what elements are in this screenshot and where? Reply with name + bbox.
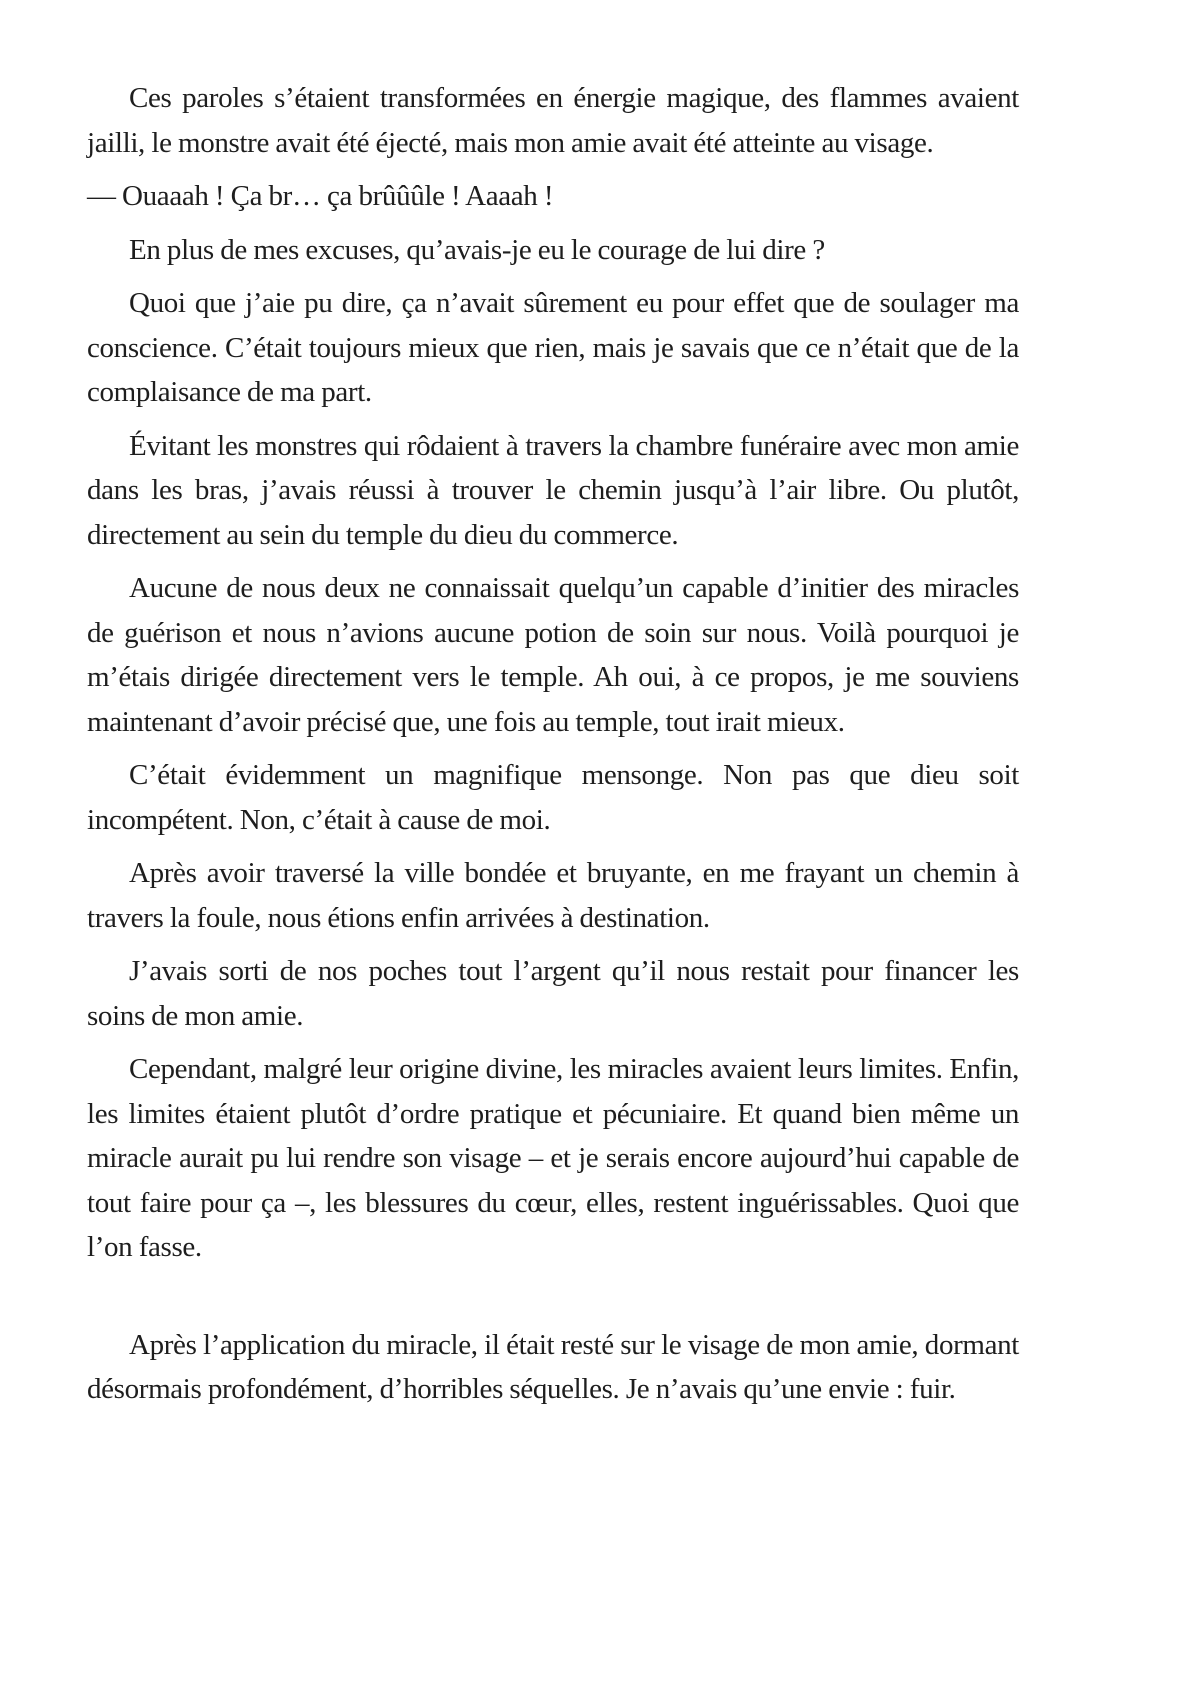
- scene-break: [87, 1279, 1019, 1323]
- paragraph-excuses: En plus de mes excuses, qu’avais-je eu le courage de lui dire ?: [129, 233, 825, 266]
- paragraph-lie: C’était évidemment un magnifique mensonge. Non pas que dieu soit incompétent. Non, c’était à cause de moi.: [87, 759, 1019, 836]
- book-page: [87, 76, 1019, 1421]
- paragraph-healing: Aucune de nous deux ne connaissait quelqu’un capable d’initier des miracles de guérison et nous n’avions aucune potion de soin sur nous. Voilà pourquoi je m’étais dirigée directement vers le temple. Ah oui, à ce propos, je me souviens maintenant d’avoir précisé que, une fois au temple, tout irait mieux.: [87, 572, 1019, 738]
- paragraph-limits: Cependant, malgré leur origine divine, les miracles avaient leurs limites. Enfin, les limites étaient plutôt d’ordre pratique et pécuniaire. Et quand bien même un miracle aurait pu lui rendre son visage – et je serais encore aujourd’hui capable de tout faire pour ça –, les blessures du cœur, elles, restent inguérissables. Quoi que l’on fasse.: [87, 1053, 1019, 1263]
- paragraph-conscience: Quoi que j’aie pu dire, ça n’avait sûrement eu pour effet que de soulager ma conscience. C’était toujours mieux que rien, mais je savais que ce n’était que de la complaisance de ma part.: [87, 287, 1019, 408]
- paragraph-flames: Ces paroles s’étaient transformées en énergie magique, des flammes avaient jailli, le monstre avait été éjecté, mais mon amie avait été atteinte au visage.: [87, 82, 1019, 159]
- paragraph-escape: Évitant les monstres qui rôdaient à travers la chambre funéraire avec mon amie dans les bras, j’avais réussi à trouver le chemin jusqu’à l’air libre. Ou plutôt, directement au sein du temple du dieu du commerce.: [87, 429, 1019, 551]
- dialogue-line: — Ouaaah ! Ça br… ça brûûûle ! Aaaah !: [87, 180, 554, 212]
- paragraph-aftermath: Après l’application du miracle, il était resté sur le visage de mon amie, dormant désormais profondément, d’horribles séquelles. Je n’avais qu’une envie : fuir.: [87, 1328, 1019, 1405]
- paragraph-money: J’avais sorti de nos poches tout l’argent qu’il nous restait pour financer les soins de mon amie.: [87, 955, 1019, 1032]
- paragraph-city: Après avoir traversé la ville bondée et bruyante, en me frayant un chemin à travers la foule, nous étions enfin arrivées à destination.: [87, 857, 1019, 934]
